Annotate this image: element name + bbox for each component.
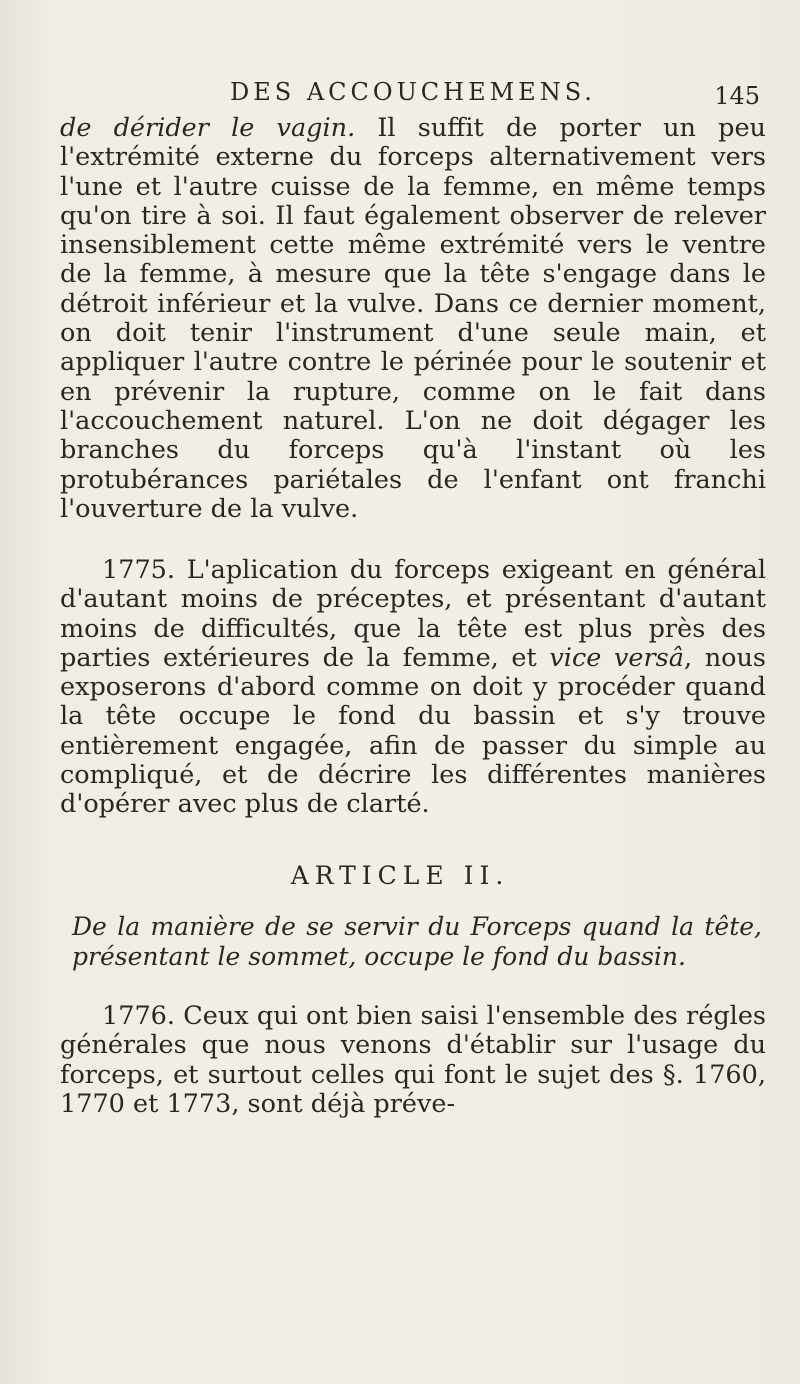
article-heading: ARTICLE II. [290,861,510,890]
paragraph-1775 [60,556,766,820]
paragraph-1775-text-a: 1775. L'aplication du forceps exigeant en général d'autant moins de préceptes, et présentant d'autant moins de difficultés, que la tête est plus près des parties extérieures de la femme, et [60,555,766,673]
running-head: DES ACCOUCHEMENS. [230,78,596,106]
paragraph-1 [60,114,766,524]
italic-phrase: vice versâ [549,642,684,673]
page-header [0,76,800,116]
paragraph-1-text: Il suffit de porter un peu l'extrémité externe du forceps alternativement vers l'une et l'autre cuisse de la femme, en même temps qu'on tire à soi. Il faut également observer de relever insensiblement cette même extrémité vers le ventre de la femme, à mesure que la tête s'engage dans le détroit inférieur et la vulve. Dans ce dernier moment, on doit tenir l'instrument d'une seule main, et appliquer l'autre contre le périnée pour le soutenir et en prévenir la rupture, comme on le fait dans l'accouchement naturel. L'on ne doit dégager les branches du forceps qu'à l'instant où les protubérances pariétales de l'enfant ont franchi l'ouverture de la vulve. [60,113,766,524]
paragraph-1776: 1776. Ceux qui ont bien saisi l'ensemble des régles générales que nous venons d'établir sur l'usage du forceps, et surtout celles qui font le sujet des §. 1760, 1770 et 1773, sont déjà préve- [60,1001,766,1119]
paragraph-1775-text-b: , nous exposerons d'abord comme on doit y procéder quand la tête occupe le fond du bassin et s'y trouve entièrement engagée, afin de passer du simple au compliqué, et de décrire les différentes manières d'opérer avec plus de clarté. [60,642,767,820]
article-title: De la manière de se servir du Forceps quand la tête, présentant le sommet, occupe le fond du bassin. [72,912,762,971]
page-number: 145 [714,82,760,110]
italic-phrase: de dérider le vagin. [60,113,356,143]
